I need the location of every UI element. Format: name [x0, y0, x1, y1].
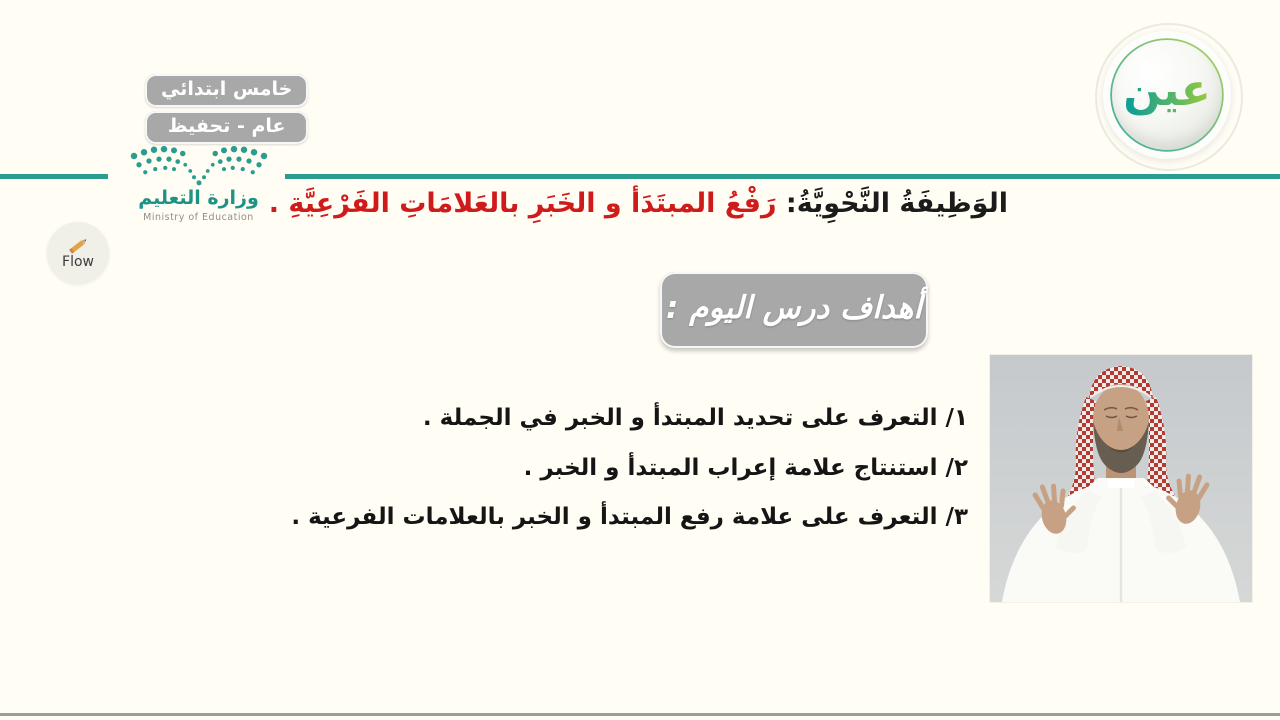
top-accent-rule-right	[268, 174, 1280, 179]
ministry-name-english: Ministry of Education	[143, 211, 254, 223]
ministry-of-education-logo	[112, 146, 285, 223]
lesson-title-main: رَفْعُ المبتَدَأ و الخَبَرِ بالعَلامَاتِ الفَرْعِيَّةِ .	[268, 188, 786, 219]
objectives-heading: أهداف درس اليوم :	[666, 290, 922, 326]
track-badge: عام - تحفيظ	[145, 111, 308, 144]
pencil-icon	[67, 238, 89, 254]
grade-badge: خامس ابتدائي	[145, 74, 308, 107]
objective-item-2: ٢/ استنتاج علامة إعراب المبتدأ و الخبر .	[523, 454, 968, 481]
top-accent-rule-left	[0, 174, 108, 179]
sign-language-interpreter-video	[990, 355, 1252, 602]
ain-logo-wordmark: عين	[1123, 69, 1211, 121]
objectives-list	[291, 394, 968, 543]
ministry-name-arabic: وزارة التعليم	[138, 187, 259, 209]
flow-watermark-label: Flow	[62, 253, 94, 270]
objective-item-1: ١/ التعرف على تحديد المبتدأ و الخبر في الجملة .	[422, 405, 968, 431]
objectives-heading-box	[660, 272, 928, 348]
flow-watermark	[47, 222, 109, 284]
grade-badges	[145, 74, 308, 144]
objective-item-3: ٣/ التعرف على علامة رفع المبتدأ و الخبر بالعلامات الفرعية .	[291, 504, 968, 531]
lesson-title-prefix: الوَظِيفَةُ النَّحْوِيَّةُ:	[785, 188, 1008, 219]
ministry-palm-icon	[124, 146, 274, 186]
lesson-title	[269, 188, 1008, 219]
ain-logo-sphere	[1112, 40, 1222, 150]
interpreter-illustration	[990, 355, 1252, 602]
bottom-rule	[0, 713, 1280, 716]
ain-logo	[1092, 20, 1242, 170]
